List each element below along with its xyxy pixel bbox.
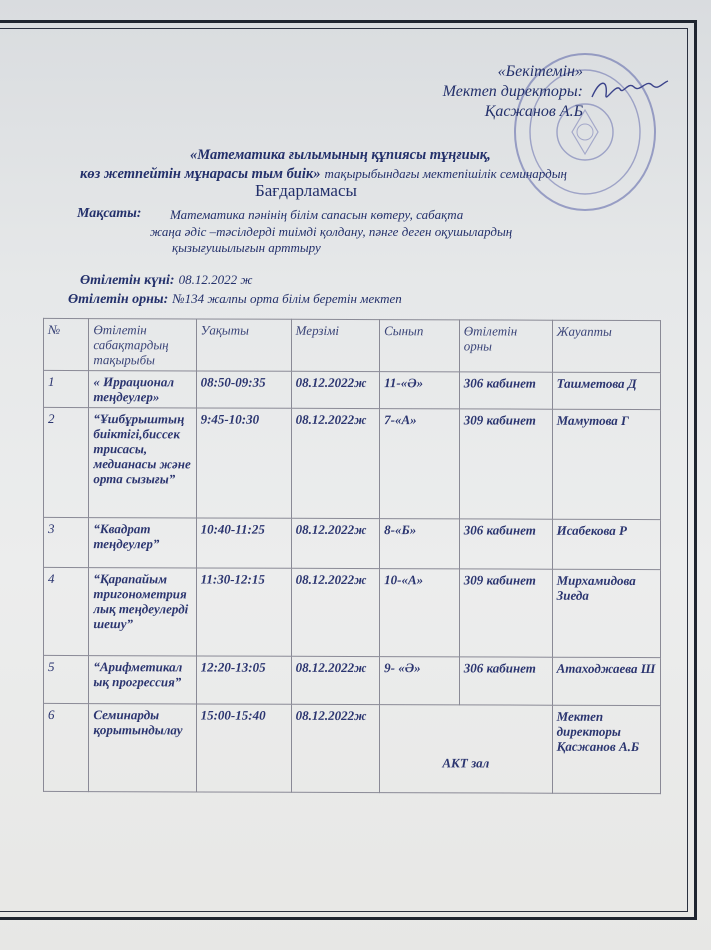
- table-row: 3 “Квадрат теңдеулер” 10:40-11:25 08.12.2022ж 8-«Б» 306 кабинет Исабекова Р: [44, 517, 661, 569]
- col-header-responsible: Жауапты: [552, 320, 660, 372]
- col-header-date: Мерзімі: [291, 319, 379, 371]
- table-row: 2 “Ұшбұрыштың биіктігі,биссек трисасы, медианасы және орта сызығы” 9:45-10:30 08.12.2022ж 7-«А» 309 кабинет Мамутова Г: [44, 407, 661, 519]
- program-subtitle: Бағдарламасы: [255, 181, 357, 200]
- event-place: Өтілетін орны: №134 жалпы орта білім беретін мектеп: [68, 291, 402, 307]
- director-signature: [590, 75, 670, 105]
- approval-position: Мектеп директоры:: [442, 83, 583, 100]
- objective-label: Мақсаты:: [77, 206, 142, 221]
- objective-line2: жаңа әдіс –тәсілдерді тиімді қолдану, пәнге деген оқушылардың: [150, 224, 513, 239]
- event-date: Өтілетін күні: 08.12.2022 ж: [80, 272, 253, 288]
- seminar-title-line2: көз жетпейтін мұнарасы тым биік» тақырыбындағы мектепішілік семинардың: [80, 166, 567, 182]
- objective-line1: Математика пәнінің білім сапасын көтеру, сабақта: [170, 207, 464, 222]
- table-row: 4 “Қарапайым тригонометрия лық теңдеулерді шешу” 11:30-12:15 08.12.2022ж 10-«А» 309 кабинет Мирхамидова Зиеда: [44, 567, 661, 657]
- table-row: 1 « Иррационал теңдеулер» 08:50-09:35 08.12.2022ж 11-«Ә» 306 кабинет Ташметова Д: [44, 370, 661, 409]
- col-header-topic: Өтілетін сабақтардың тақырыбы: [89, 319, 196, 371]
- approval-name: Қасжанов А.Б: [484, 103, 583, 120]
- col-header-number: №: [44, 318, 89, 370]
- table-row: 5 “Арифметикал ық прогрессия” 12:20-13:05 08.12.2022ж 9- «Ә» 306 кабинет Атаходжаева Ш: [44, 655, 661, 705]
- table-row: 6 Семинарды қорытындылау 15:00-15:40 08.12.2022ж АКТ зал Мектеп директоры Қасжанов А.Б: [44, 703, 661, 793]
- col-header-room: Өтілетін орны: [459, 320, 552, 372]
- approval-title: «Бекітемін»: [497, 63, 583, 80]
- col-header-class: Сынып: [380, 320, 460, 372]
- objective-line3: қызығушылығын арттыру: [172, 240, 321, 255]
- table-header-row: [44, 318, 661, 372]
- col-header-time: Уақыты: [196, 319, 291, 371]
- seminar-title-line1: «Математика ғылымының құпиясы тұңғиық,: [190, 147, 491, 163]
- schedule-table: [43, 318, 661, 794]
